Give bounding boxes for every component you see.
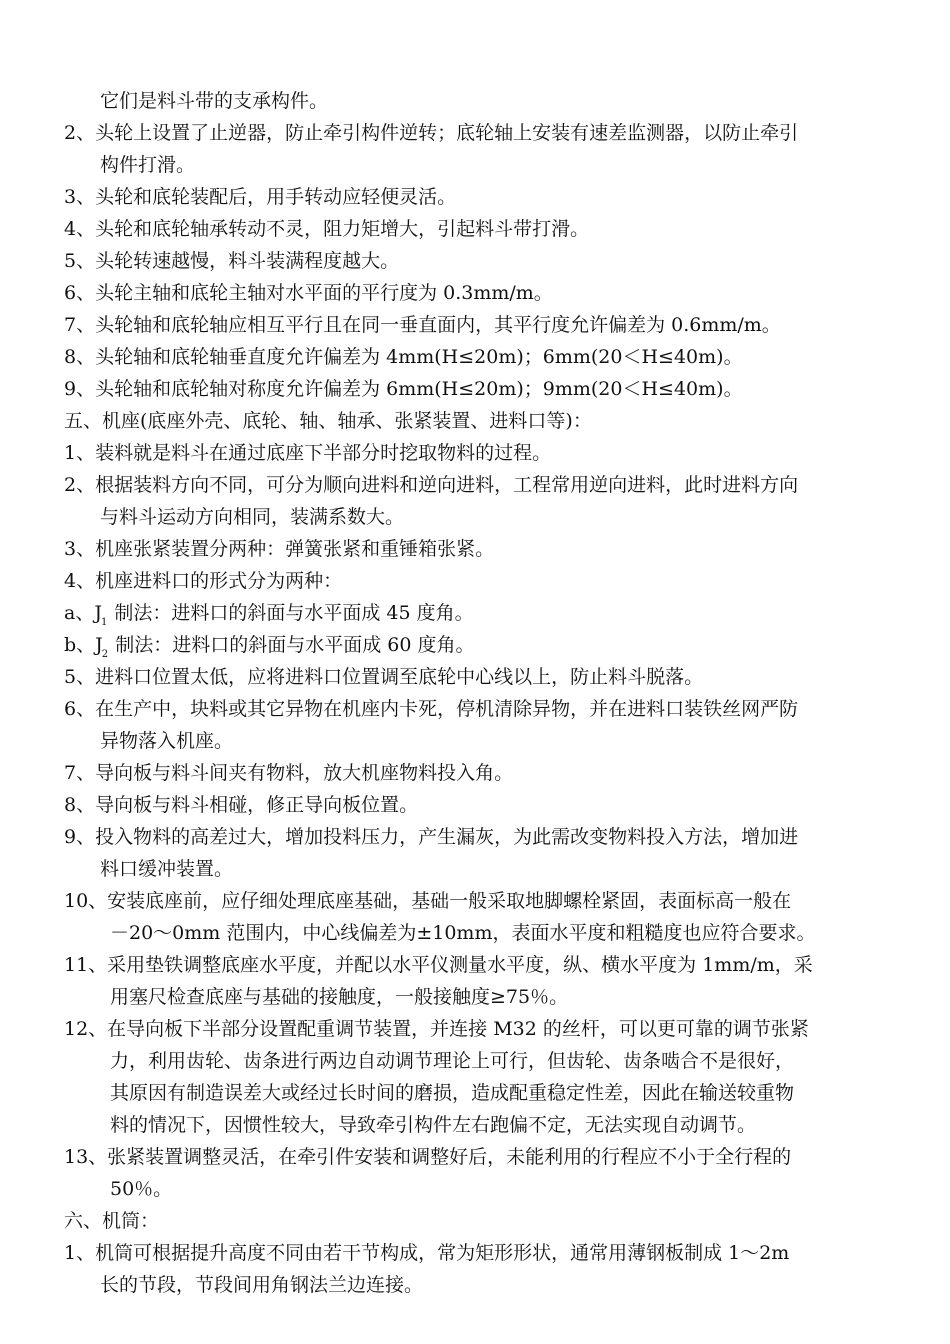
subscript: 2 [101, 649, 109, 660]
text-line: 它们是料斗带的支承构件。 [100, 90, 329, 112]
text-line: 构件打滑。 [100, 154, 196, 176]
list-item-5: 5、头轮转速越慢，料斗装满程度越大。 [64, 250, 400, 272]
list-item-3: 3、头轮和底轮装配后，用手转动应轻便灵活。 [64, 186, 457, 208]
list-item-2: 2、根据装料方向不同，可分为顺向进料和逆向进料，工程常用逆向进料，此时进料方向 [64, 474, 799, 496]
list-item-a-text: 制法：进料口的斜面与水平面成 45 度角。 [108, 602, 474, 624]
list-item-6: 6、在生产中，块料或其它异物在机座内卡死，停机清除异物，并在进料口装铁丝网严防 [64, 698, 799, 720]
list-item-a [64, 600, 474, 626]
section-heading-5: 五、机座(底座外壳、底轮、轴、轴承、张紧装置、进料口等)： [64, 410, 592, 432]
section-heading-6: 六、机筒： [64, 1210, 160, 1232]
list-item-b-prefix: b、J [64, 634, 103, 656]
text-line: 料口缓冲装置。 [100, 858, 234, 880]
list-item-3: 3、机座张紧装置分两种：弹簧张紧和重锤箱张紧。 [64, 538, 495, 560]
list-item-13: 13、张紧装置调整灵活，在牵引件安装和调整好后，未能利用的行程应不小于全行程的 [64, 1146, 792, 1168]
list-item-9: 9、投入物料的高差过大，增加投料压力，产生漏灰，为此需改变物料投入方法，增加进 [64, 826, 799, 848]
list-item-4: 4、机座进料口的形式分为两种： [64, 570, 343, 592]
text-line: 料的情况下，因惯性较大，导致牵引构件左右跑偏不定，无法实现自动调节。 [110, 1114, 757, 1136]
text-line: 与料斗运动方向相同，装满系数大。 [100, 506, 405, 528]
text-line: －20～0mm 范围内，中心线偏差为±10mm，表面水平度和粗糙度也应符合要求。 [110, 922, 816, 944]
text-line: 用塞尺检查底座与基础的接触度，一般接触度≥75％。 [110, 986, 569, 1008]
list-item-a-prefix: a、J [64, 602, 102, 624]
list-item-7: 7、导向板与料斗间夹有物料，放大机座物料投入角。 [64, 762, 514, 784]
subscript: 1 [100, 617, 108, 628]
list-item-8: 8、导向板与料斗相碰，修正导向板位置。 [64, 794, 419, 816]
list-item-b-text: 制法：进料口的斜面与水平面成 60 度角。 [109, 634, 475, 656]
list-item-7: 7、头轮轴和底轮轴应相互平行且在同一垂直面内，其平行度允许偏差为 0.6mm/m。 [64, 314, 781, 336]
list-item-5: 5、进料口位置太低，应将进料口位置调至底轮中心线以上，防止料斗脱落。 [64, 666, 704, 688]
list-item-4: 4、头轮和底轮轴承转动不灵，阻力矩增大，引起料斗带打滑。 [64, 218, 590, 240]
text-line: 异物落入机座。 [100, 730, 234, 752]
list-item-1: 1、装料就是料斗在通过底座下半部分时挖取物料的过程。 [64, 442, 552, 464]
list-item-6: 6、头轮主轴和底轮主轴对水平面的平行度为 0.3mm/m。 [64, 282, 553, 304]
list-item-9: 9、头轮轴和底轮轴对称度允许偏差为 6mm(H≤20m)；9mm(20＜H≤40m)。 [64, 378, 743, 400]
text-line: 其原因有制造误差大或经过长时间的磨损，造成配重稳定性差，因此在输送较重物 [110, 1082, 795, 1104]
list-item-8: 8、头轮轴和底轮轴垂直度允许偏差为 4mm(H≤20m)；6mm(20＜H≤40m)。 [64, 346, 743, 368]
text-line: 50％。 [110, 1178, 173, 1200]
list-item-2: 2、头轮上设置了止逆器，防止牵引构件逆转；底轮轴上安装有速差监测器，以防止牵引 [64, 122, 799, 144]
list-item-10: 10、安装底座前，应仔细处理底座基础，基础一般采取地脚螺栓紧固，表面标高一般在 [64, 890, 792, 912]
list-item-1: 1、机筒可根据提升高度不同由若干节构成，常为矩形形状，通常用薄钢板制成 1～2m [64, 1242, 790, 1264]
text-line: 力，利用齿轮、齿条进行两边自动调节理论上可行，但齿轮、齿条啮合不是很好， [110, 1050, 795, 1072]
list-item-b [64, 632, 474, 658]
list-item-12: 12、在导向板下半部分设置配重调节装置，并连接 M32 的丝杆，可以更可靠的调节张紧 [64, 1018, 809, 1040]
text-line: 长的节段，节段间用角钢法兰边连接。 [100, 1274, 424, 1296]
list-item-11: 11、采用垫铁调整底座水平度，并配以水平仪测量水平度，纵、横水平度为 1mm/m，采 [64, 954, 813, 976]
